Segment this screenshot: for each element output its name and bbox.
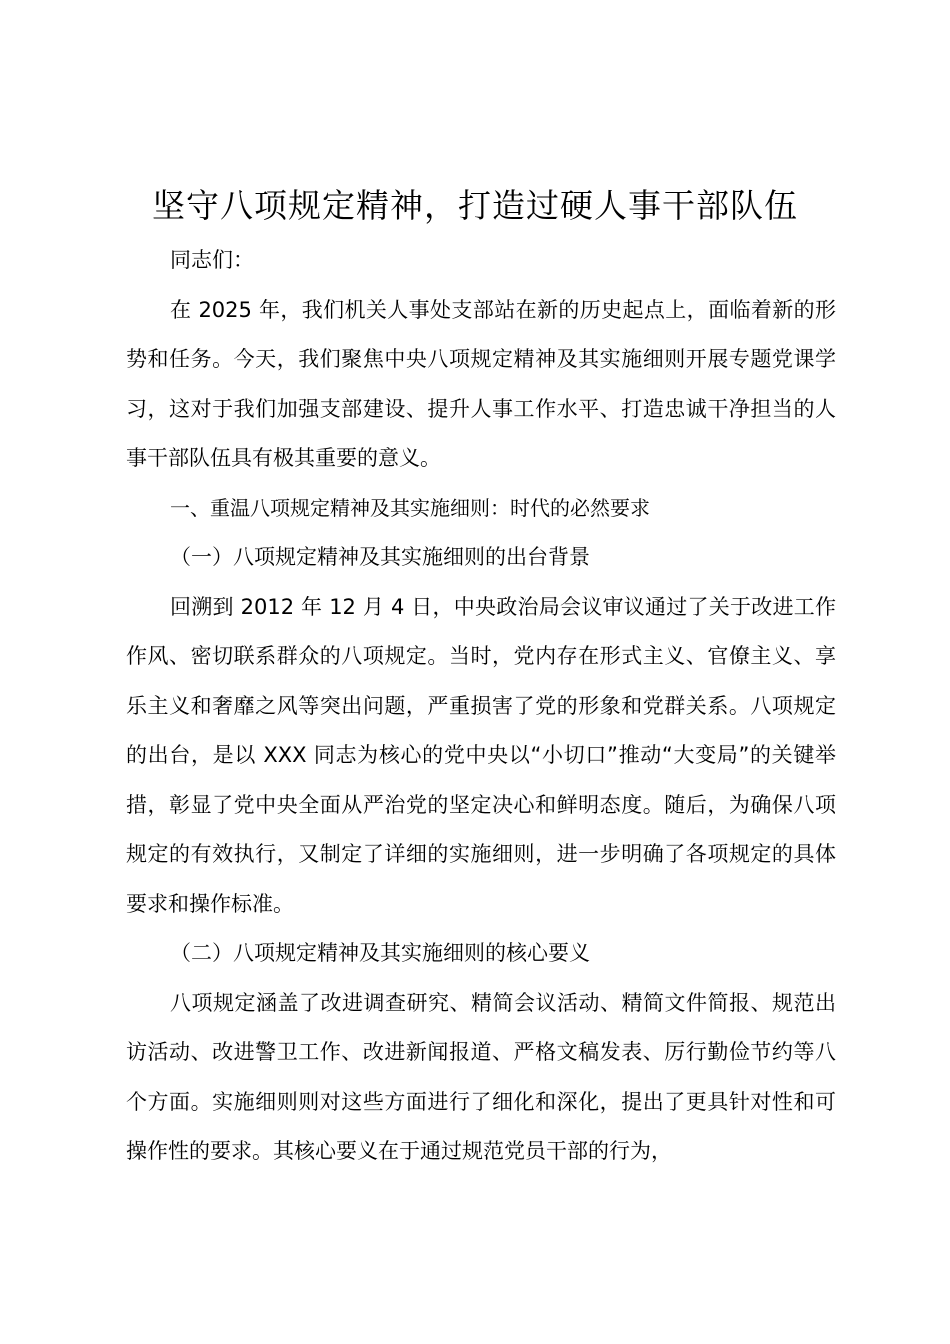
paragraph-intro: 在 2025 年，我们机关人事处支部站在新的历史起点上，面临着新的形势和任务。今天，我们聚焦中央八项规定精神及其实施细则开展专题党课学习，这对于我们加强支部建设、提升人事工作水平、打造忠诚干净担当的人事干部队伍具有极其重要的意义。 [126,297,836,470]
section-heading-1: 一、重温八项规定精神及其实施细则：时代的必然要求 [170,495,650,520]
subsection-heading-1: （一）八项规定精神及其实施细则的出台背景 [170,545,590,569]
paragraph-background: 回溯到 2012 年 12 月 4 日，中央政治局会议审议通过了关于改进工作作风、密切联系群众的八项规定。当时，党内存在形式主义、官僚主义、享乐主义和奢靡之风等突出问题，严重损害了党的形象和党群关系。八项规定的出台，是以 XXX 同志为核心的党中央以“小切口”推动“大变局”的关键举措，彰显了党中央全面从严治党的坚定决心和鲜明态度。随后，为确保八项规定的有效执行，又制定了详细的实施细则，进一步明确了各项规定的具体要求和操作标准。 [126,594,836,916]
subsection-heading-2: （二）八项规定精神及其实施细则的核心要义 [170,941,590,965]
salutation: 同志们： [170,248,254,272]
document-body [126,236,836,1177]
document-title: 坚守八项规定精神，打造过硬人事干部队伍 [152,186,798,225]
paragraph-core-meaning: 八项规定涵盖了改进调查研究、精简会议活动、精简文件简报、规范出访活动、改进警卫工作、改进新闻报道、严格文稿发表、厉行勤俭节约等八个方面。实施细则则对这些方面进行了细化和深化，提出了更具针对性和可操作性的要求。其核心要义在于通过规范党员干部的行为， [126,990,836,1163]
